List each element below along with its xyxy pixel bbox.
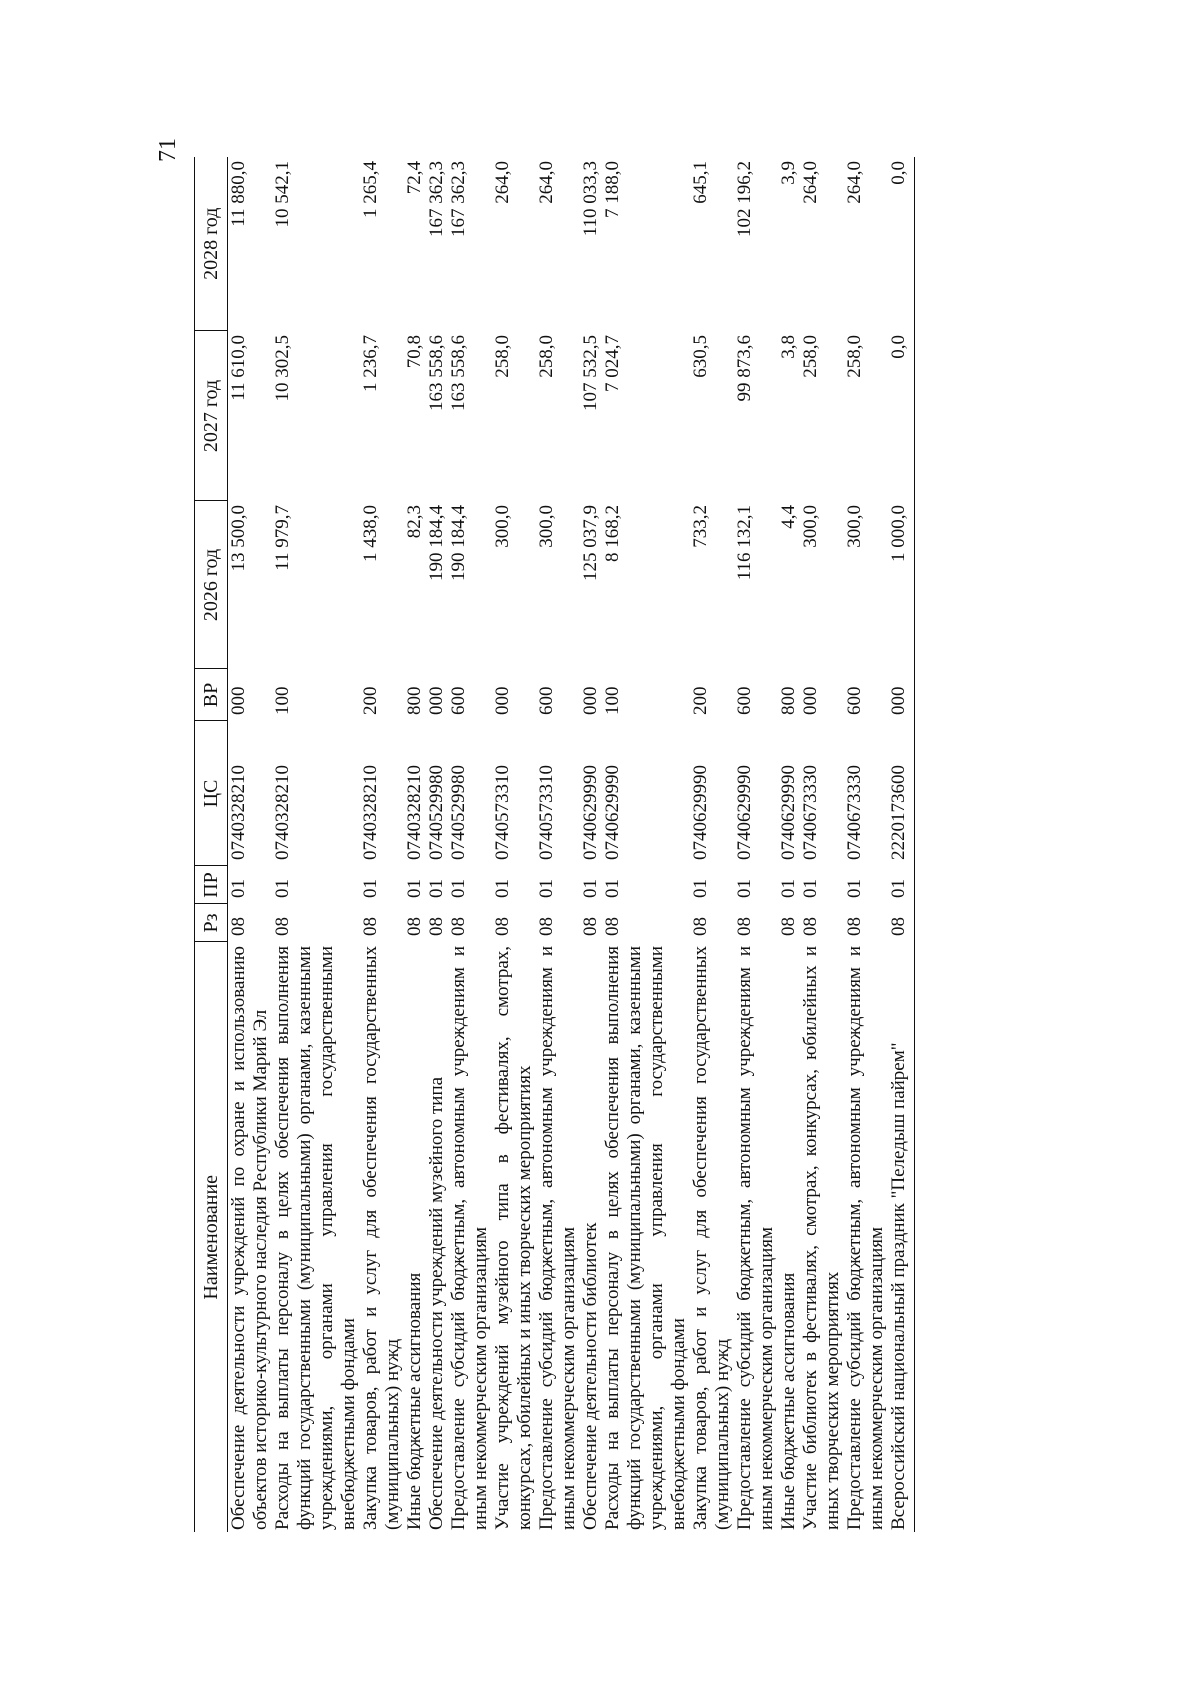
cell-year-2027: 630,5 — [690, 335, 711, 378]
table-row — [844, 157, 888, 1532]
header-cs: ЦС — [195, 721, 228, 866]
cell-rz: 08 — [448, 917, 469, 936]
table-row — [272, 157, 360, 1532]
cell-cs: 0740629990 — [602, 765, 623, 860]
cell-year-2027: 3,8 — [778, 335, 799, 359]
cell-year-2027: 10 302,5 — [272, 335, 293, 402]
cell-year-2028: 10 542,1 — [272, 161, 293, 228]
cell-pr: 01 — [800, 879, 821, 898]
cell-rz: 08 — [602, 917, 623, 936]
table-row — [734, 157, 778, 1532]
cell-pr: 01 — [426, 879, 447, 898]
cell-rz: 08 — [800, 917, 821, 936]
cell-vr: 000 — [426, 686, 447, 715]
cell-year-2027: 7 024,7 — [602, 335, 623, 392]
cell-year-2028: 645,1 — [690, 161, 711, 204]
cell-pr: 01 — [404, 879, 425, 898]
cell-cs: 0740328210 — [228, 765, 249, 860]
cell-rz: 08 — [888, 904, 915, 942]
header-name: Наименование — [195, 942, 228, 1532]
cell-vr: 000 — [492, 686, 513, 715]
cell-year-2028: 264,0 — [844, 161, 865, 204]
cell-year-2026: 733,2 — [690, 505, 711, 548]
cell-cs: 0740529980 — [448, 765, 469, 860]
cell-year-2028: 0,0 — [888, 157, 915, 331]
header-2026: 2026 год — [195, 501, 228, 669]
cell-rz: 08 — [844, 917, 865, 936]
cell-rz: 08 — [272, 917, 293, 936]
cell-vr: 600 — [734, 686, 755, 715]
header-2027: 2027 год — [195, 331, 228, 501]
cell-name: Обеспечение деятельности учреждений музейного типа — [426, 1076, 447, 1530]
header-vr: ВР — [195, 669, 228, 721]
cell-name: Иные бюджетные ассигнования — [778, 1272, 799, 1530]
cell-pr: 01 — [448, 879, 469, 898]
cell-year-2026: 1 000,0 — [888, 501, 915, 669]
cell-name: Предоставление субсидий бюджетным, автономным учреждениям и иным некоммерческим организациям — [844, 946, 887, 1530]
cell-rz: 08 — [690, 917, 711, 936]
cell-year-2026: 300,0 — [536, 505, 557, 548]
page-number: 71 — [155, 138, 181, 162]
cell-year-2027: 70,8 — [404, 335, 425, 369]
table-row — [778, 157, 800, 1532]
cell-year-2026: 4,4 — [778, 505, 799, 529]
cell-year-2026: 190 184,4 — [426, 505, 447, 581]
cell-year-2026: 300,0 — [492, 505, 513, 548]
cell-year-2028: 167 362,3 — [426, 161, 447, 237]
table-row — [228, 157, 273, 1532]
table-row — [404, 157, 426, 1532]
cell-rz: 08 — [580, 917, 601, 936]
cell-pr: 01 — [492, 879, 513, 898]
budget-table — [194, 157, 915, 1532]
table-row — [690, 157, 734, 1532]
cell-year-2026: 116 132,1 — [734, 505, 755, 581]
table-row — [580, 157, 602, 1532]
cell-year-2028: 110 033,3 — [580, 161, 601, 237]
cell-cs: 0740328210 — [360, 765, 381, 860]
cell-rz: 08 — [426, 917, 447, 936]
table-row — [448, 157, 492, 1532]
cell-name: Закупка товаров, работ и услуг для обеспечения государственных (муниципальных) нужд — [360, 946, 403, 1530]
cell-year-2028: 11 880,0 — [228, 161, 249, 227]
cell-vr: 200 — [360, 686, 381, 715]
cell-year-2026: 8 168,2 — [602, 505, 623, 562]
cell-cs: 0740573310 — [536, 765, 557, 860]
cell-cs: 0740629990 — [778, 765, 799, 860]
cell-pr: 01 — [602, 879, 623, 898]
cell-pr: 01 — [734, 879, 755, 898]
cell-year-2028: 1 265,4 — [360, 161, 381, 218]
cell-rz: 08 — [492, 917, 513, 936]
cell-year-2027: 163 558,6 — [448, 335, 469, 411]
cell-name: Участие библиотек в фестивалях, смотрах, конкурсах, юбилейных и иных творческих мероприятиях — [800, 946, 843, 1530]
cell-year-2028: 72,4 — [404, 161, 425, 195]
cell-year-2026: 125 037,9 — [580, 505, 601, 581]
cell-vr: 200 — [690, 686, 711, 715]
cell-vr: 100 — [272, 686, 293, 715]
cell-name: Расходы на выплаты персоналу в целях обеспечения выполнения функций государственными (муниципальными) органами, казенными учреждениями, органами управления государственными внебюджетными фондами — [602, 946, 689, 1530]
table-row — [360, 157, 404, 1532]
cell-vr: 600 — [448, 686, 469, 715]
cell-cs: 0740573310 — [492, 765, 513, 860]
cell-name: Предоставление субсидий бюджетным, автономным учреждениям и иным некоммерческим организациям — [448, 946, 491, 1530]
cell-cs: 0740529980 — [426, 765, 447, 860]
table-row — [602, 157, 690, 1532]
cell-year-2028: 102 196,2 — [734, 161, 755, 237]
cell-vr: 000 — [228, 686, 249, 715]
cell-year-2027: 258,0 — [800, 335, 821, 378]
cell-pr: 01 — [536, 879, 557, 898]
cell-rz: 08 — [734, 917, 755, 936]
table-row — [426, 157, 448, 1532]
cell-name: Обеспечение деятельности библиотек — [580, 1222, 601, 1530]
cell-year-2028: 264,0 — [492, 161, 513, 204]
cell-pr: 01 — [778, 879, 799, 898]
cell-pr: 01 — [690, 879, 711, 898]
cell-name: Участие учреждений музейного типа в фестивалях, смотрах, конкурсах, юбилейных и иных творческих мероприятиях — [492, 946, 535, 1530]
cell-pr: 01 — [272, 879, 293, 898]
cell-year-2027: 0,0 — [888, 331, 915, 501]
cell-year-2028: 3,9 — [778, 161, 799, 185]
cell-pr: 01 — [228, 879, 249, 898]
cell-year-2026: 300,0 — [800, 505, 821, 548]
cell-rz: 08 — [228, 917, 249, 936]
cell-pr: 01 — [360, 879, 381, 898]
header-2028: 2028 год — [195, 157, 228, 331]
cell-rz: 08 — [404, 917, 425, 936]
cell-cs: 2220173600 — [888, 721, 915, 866]
cell-year-2026: 1 438,0 — [360, 505, 381, 562]
cell-rz: 08 — [536, 917, 557, 936]
cell-year-2028: 264,0 — [536, 161, 557, 204]
cell-pr: 01 — [888, 866, 915, 904]
cell-vr: 800 — [778, 686, 799, 715]
cell-vr: 000 — [800, 686, 821, 715]
cell-year-2026: 11 979,7 — [272, 505, 293, 571]
cell-year-2027: 163 558,6 — [426, 335, 447, 411]
cell-rz: 08 — [360, 917, 381, 936]
table-row — [800, 157, 844, 1532]
cell-vr: 800 — [404, 686, 425, 715]
cell-cs: 0740629990 — [580, 765, 601, 860]
cell-name: Предоставление субсидий бюджетным, автономным учреждениям и иным некоммерческим организациям — [536, 946, 579, 1530]
cell-year-2027: 1 236,7 — [360, 335, 381, 392]
cell-year-2027: 11 610,0 — [228, 335, 249, 401]
cell-year-2028: 264,0 — [800, 161, 821, 204]
cell-cs: 0740629990 — [690, 765, 711, 860]
cell-cs: 0740673330 — [800, 765, 821, 860]
cell-name: Расходы на выплаты персоналу в целях обеспечения выполнения функций государственными (муниципальными) органами, казенными учреждениями, органами управления государственными внебюджетными фондами — [272, 946, 359, 1530]
cell-vr: 000 — [580, 686, 601, 715]
cell-cs: 0740629990 — [734, 765, 755, 860]
cell-cs: 0740673330 — [844, 765, 865, 860]
cell-rz: 08 — [778, 917, 799, 936]
cell-vr: 100 — [602, 686, 623, 715]
cell-vr: 600 — [844, 686, 865, 715]
cell-year-2026: 82,3 — [404, 505, 425, 539]
cell-cs: 0740328210 — [272, 765, 293, 860]
cell-year-2026: 190 184,4 — [448, 505, 469, 581]
cell-vr: 000 — [888, 669, 915, 721]
cell-year-2027: 258,0 — [492, 335, 513, 378]
cell-name: Иные бюджетные ассигнования — [404, 1272, 425, 1530]
table-row — [888, 157, 915, 1532]
header-pr: ПР — [195, 866, 228, 904]
header-rz: Рз — [195, 904, 228, 942]
cell-name: Обеспечение деятельности учреждений по охране и использованию объектов историко-культурного наследия Республики Марий Эл — [228, 946, 271, 1530]
cell-year-2027: 99 873,6 — [734, 335, 755, 402]
cell-pr: 01 — [844, 879, 865, 898]
table-row — [492, 157, 536, 1532]
cell-year-2026: 13 500,0 — [228, 505, 249, 572]
cell-vr: 600 — [536, 686, 557, 715]
cell-name: Всероссийский национальный праздник "Пеледыш пайрем" — [888, 942, 915, 1532]
cell-name: Предоставление субсидий бюджетным, автономным учреждениям и иным некоммерческим организациям — [734, 946, 777, 1530]
cell-year-2027: 258,0 — [536, 335, 557, 378]
table-row — [536, 157, 580, 1532]
cell-year-2027: 107 532,5 — [580, 335, 601, 411]
table-body — [228, 157, 915, 1532]
cell-year-2026: 300,0 — [844, 505, 865, 548]
cell-cs: 0740328210 — [404, 765, 425, 860]
cell-year-2027: 258,0 — [844, 335, 865, 378]
table-header-row — [195, 157, 228, 1532]
cell-pr: 01 — [580, 879, 601, 898]
cell-year-2028: 7 188,0 — [602, 161, 623, 218]
cell-year-2028: 167 362,3 — [448, 161, 469, 237]
cell-name: Закупка товаров, работ и услуг для обеспечения государственных (муниципальных) нужд — [690, 946, 733, 1530]
